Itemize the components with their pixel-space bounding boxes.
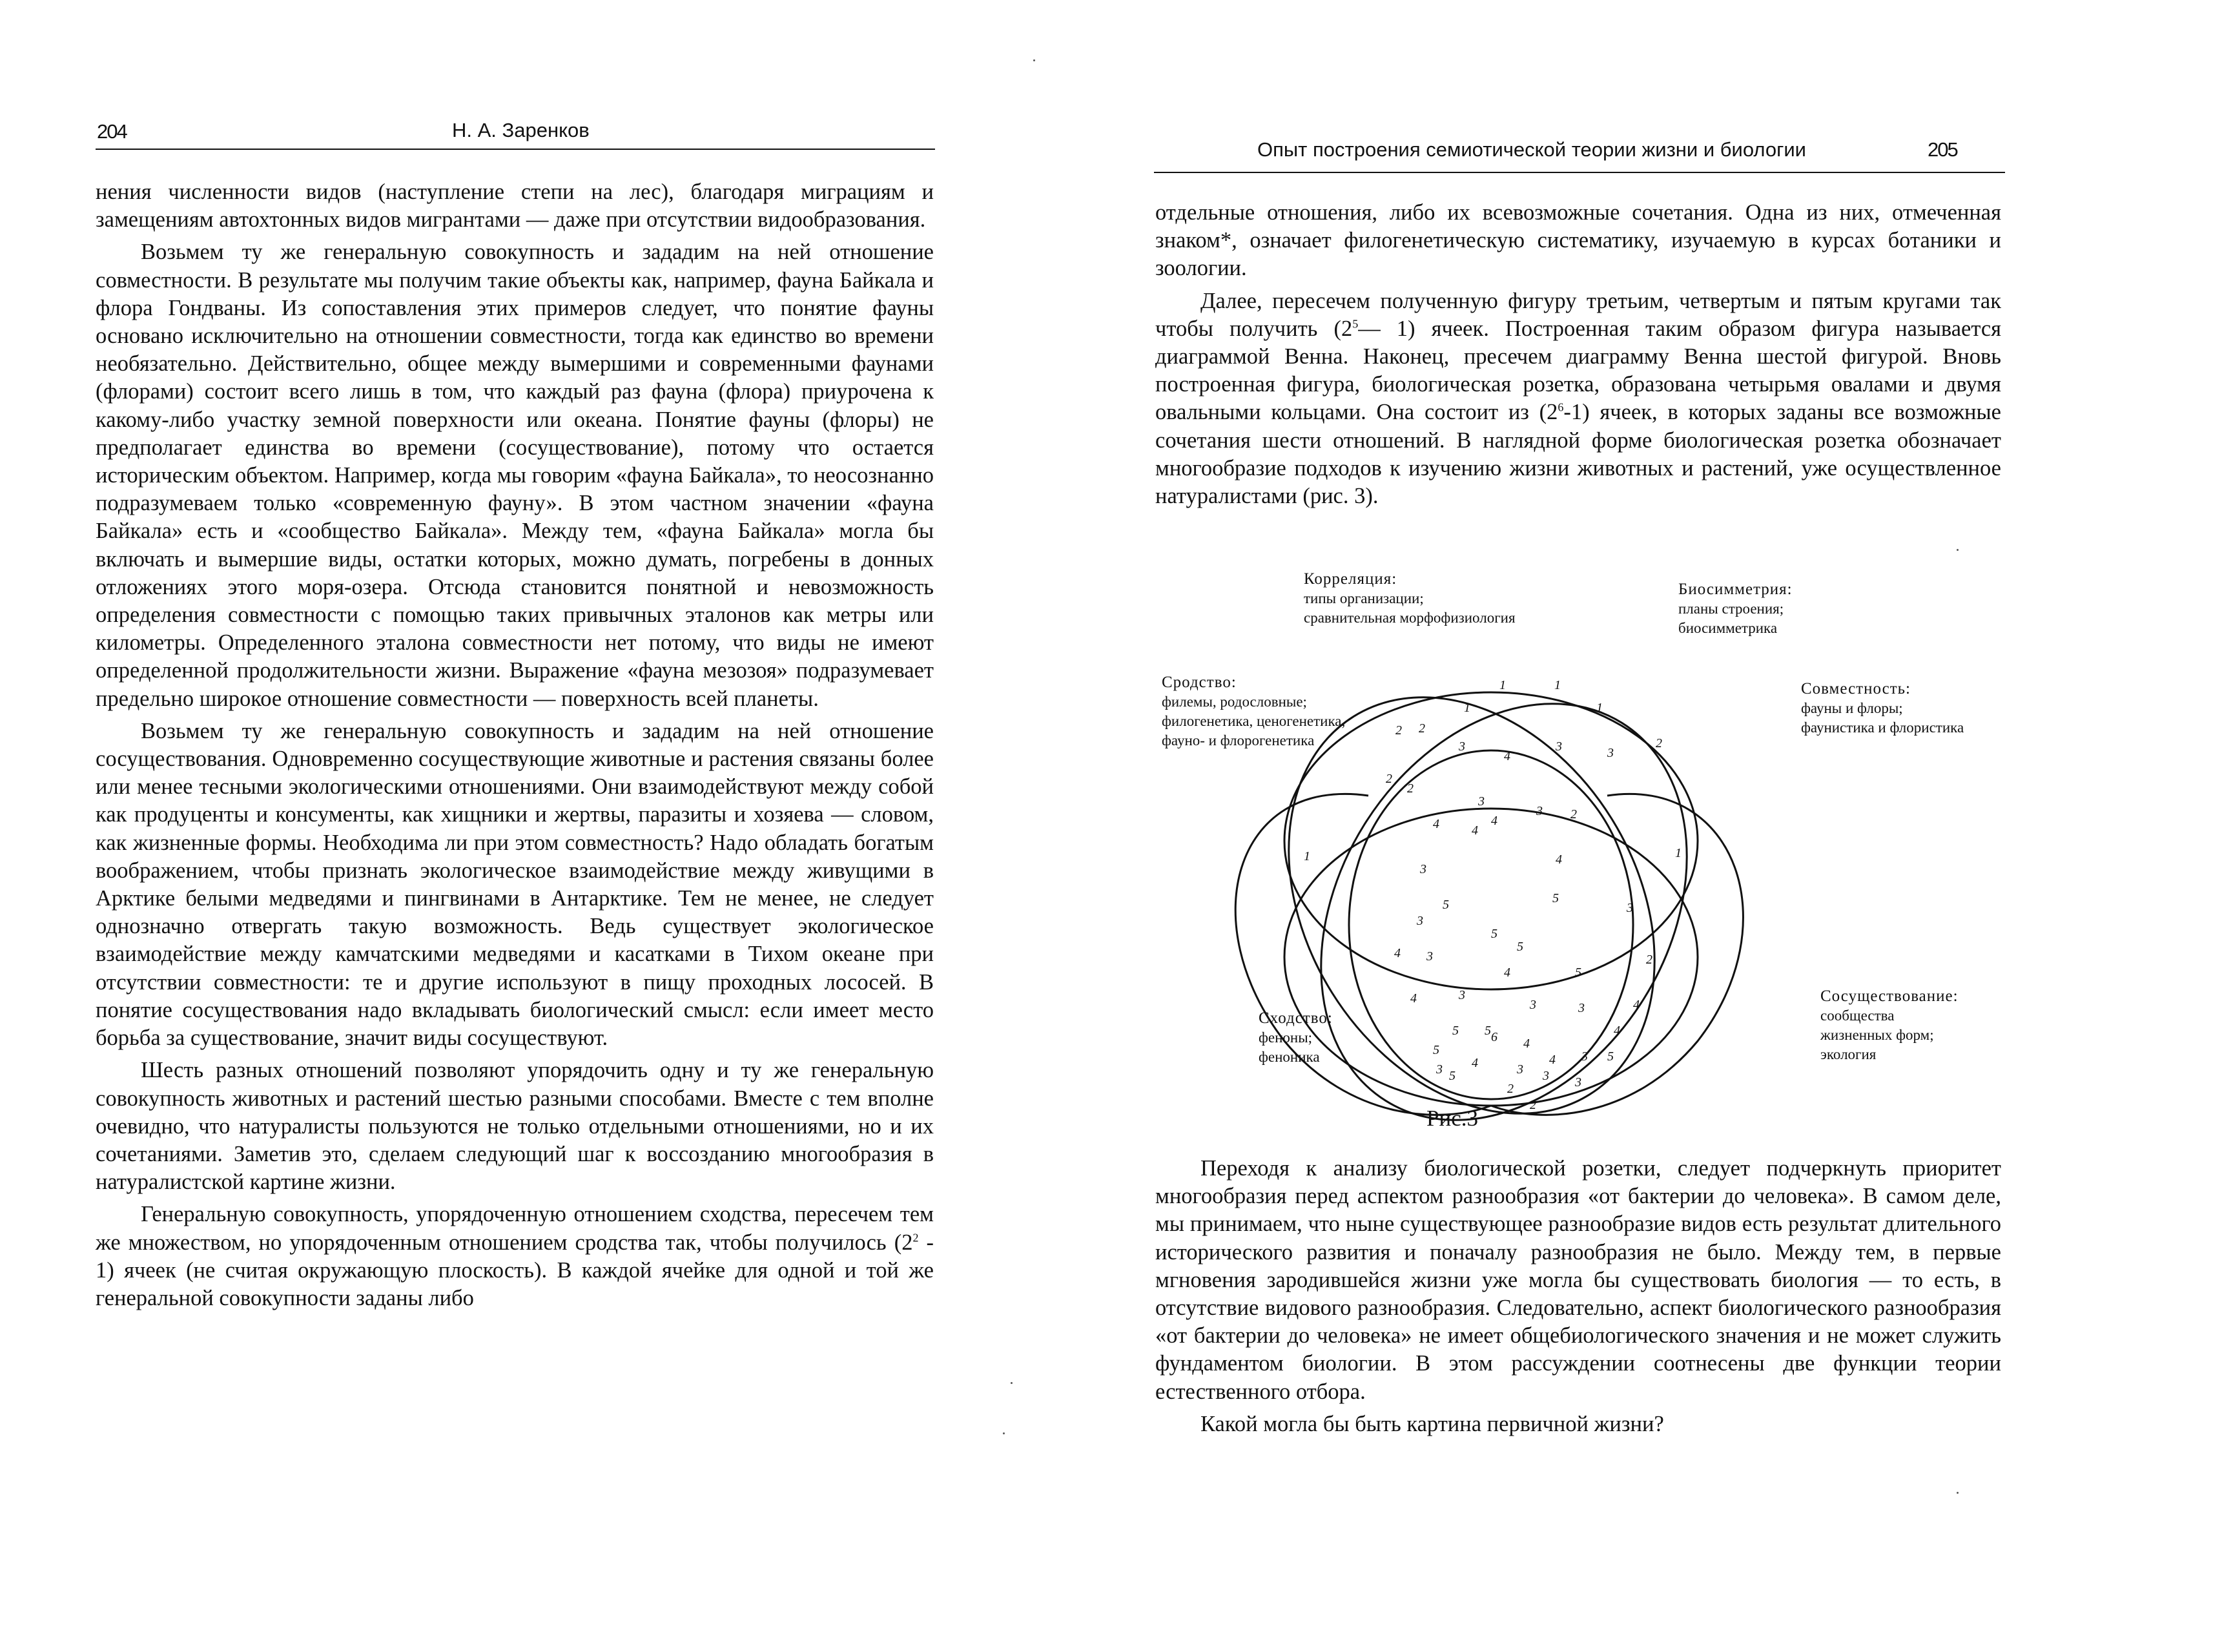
left-paragraph-2: Возьмем ту же генеральную совокупность и зададим на ней отношение совместности. В результате мы получим такие объекты как, например, фауна Байкала и флора Гондваны. Из сопоставления этих примеров следует, что понятие фауны основано исключительно на отношении совместности, тогда как единство во времени необязательно. Действительно, общее между вымершими и современными фаунами (флорами) состоит всего лишь в том, что каждый раз фауна (флора) приурочена к какому-либо участку земной поверхности или океана. Понятие фауны (флоры) не предполагает единства во времени (сосуществование), потому что остается историческим объектом. Например, когда мы говорим «фауна Байкала», то неосознанно подразумеваем только «современную фауну». В этом частном значении «фауна Байкала» есть и «сообщество Байкала». Между тем, «фауна Байкала» могла бы включать и вымершие виды, остатки которых, можно думать, погребены в донных отложениях этого моря-озера. Отсюда становится понятной и невозможность определения совместности с помощью таких привычных эталонов как метры или километры. Определенного эталона совместности нет потому, что виды не имеют определенной продолжительности жизни. Выражение «фауна мезозоя» подразумевает предельно широкое отношение совместности — поверхность всей планеты. [96,240,934,711]
rosette-cell-number: 4 [1633,998,1640,1012]
label-kinship [1162,673,1345,750]
left-paragraph-5 [96,1201,934,1312]
label-biosymmetry [1678,580,1793,638]
rosette-cell-number: 1 [1464,701,1470,715]
rosette-cell-number: 3 [1607,746,1614,760]
label-cooccurrence-line2: фаунистика и флористика [1801,719,1964,736]
rosette-cell-number: 5 [1575,965,1581,980]
rosette-cell-number: 5 [1449,1069,1456,1083]
rosette-cell-number: 3 [1426,949,1433,964]
label-biosymmetry-line2: биосимметрика [1678,620,1778,636]
oval-inner [1349,750,1633,1099]
biological-rosette-figure [1155,563,2014,1144]
label-kinship-line3: фауно- и флорогенетика [1162,732,1315,749]
right-p2-after: -1) ячеек, в которых заданы все возможные сочетания шести отношений. В наглядной форме биологическая розетка обозначает многообразие подходов к изучению жизни животных и растений, уже осуществленное натуралистами (рис. 3). [1155,400,2001,509]
right-p2-sup1: 5 [1352,317,1359,331]
rosette-cell-number: 4 [1523,1037,1530,1051]
rosette-cell-number: 1 [1304,849,1310,863]
rosette-cell-number: 3 [1578,1001,1585,1015]
label-coexistence-line3: экология [1820,1046,1877,1062]
rosette-cell-number: 1 [1596,701,1603,715]
scan-speck [1033,59,1035,61]
rosette-cell-number: 2 [1386,772,1392,786]
rosette-cell-number: 4 [1394,946,1401,960]
rosette-cell-number: 2 [1419,721,1425,736]
rosette-cell-number: 5 [1452,1024,1459,1038]
rosette-cell-number: 1 [1554,678,1561,692]
right-p2-before: Далее, пересечем полученную фигуру третьим, четвертым и пятым кругами так чтобы получить (2 [1155,288,2001,341]
rosette-cell-number: 2 [1646,953,1652,967]
rosette-cell-number: 3 [1420,862,1426,876]
rosette-cell-number: 5 [1443,898,1449,912]
rosette-cell-number: 2 [1507,1082,1514,1096]
rosette-cell-number: 2 [1570,807,1577,821]
label-kinship-line2: филогенетика, ценогенетика, [1162,713,1346,729]
label-cooccurrence-line1: фауны и флоры; [1801,700,1903,716]
left-paragraph-1: нения численности видов (наступление степи на лес), благодаря миграциям и замещениям автохтонных видов мигрантами — даже при отсутствии видообразования. [96,180,934,232]
rosette-cell-number: 3 [1459,988,1465,1002]
label-biosymmetry-line1: планы строения; [1678,601,1784,617]
rosette-cell-number: 5 [1552,891,1559,905]
label-correlation-line2: сравнительная морфофизиология [1304,610,1516,626]
label-coexistence-title: Сосуществование: [1820,987,1959,1005]
oval-correlation [1284,692,1698,989]
left-paragraph-3: Возьмем ту же генеральную совокупность и зададим на ней отношение сосуществования. Одновременно сосуществующие животные и растения связаны более или менее тесными экологическими отношениями. Они взаимодействуют между собой как продуценты и консументы, как хищники и жертвы, паразиты и хозяева — словом, как жизненные формы. Необходима ли при этом совместность? Надо обладать богатым воображением, чтобы признать экологическое взаимодействие между живущими в Арктике белыми медведями и пингвинами в Антарктике. Тем не менее, не следует однозначно отвергать такую возможность. Ведь существует экологическое взаимодействие между камчатскими медведями и касатками в Тихом океане при отсутствии совместности: те и другие используют в пищу проходных лососей. В понятие сосуществования надо вкладывать биологический смысл: если имеет место борьба за существование, значит виды сосуществуют. [96,718,934,1051]
rosette-cell-number: 1 [1499,678,1506,692]
scan-speck [1957,549,1959,551]
label-correlation-line1: типы организации; [1304,590,1424,606]
rosette-cell-number: 3 [1417,914,1423,928]
right-p2-sup2: 6 [1558,400,1564,414]
rosette-cell-number: 4 [1549,1053,1556,1067]
rosette-cell-number: 3 [1627,901,1633,915]
left-body-text [96,178,934,1317]
rosette-cell-number: 3 [1530,998,1536,1012]
label-similarity-line2: феноника [1259,1049,1320,1065]
rosette-cell-number: 4 [1433,817,1439,831]
rosette-cell-number: 4 [1472,823,1478,838]
rosette-cell-number: 3 [1436,1062,1443,1077]
rosette-cell-number: 2 [1395,723,1402,738]
right-paragraph-1: отдельные отношения, либо их всевозможные сочетания. Одна из них, отмеченная знаком*, означает филогенетическую систематику, изучаемую в курсах ботаники и зоологии. [1155,200,2001,281]
label-cooccurrence [1801,679,1964,738]
rosette-cell-number: 3 [1478,794,1485,809]
rosette-cell-number: 6 [1491,1030,1497,1044]
scan-speck [1957,1492,1959,1494]
rosette-cell-number: 4 [1491,814,1497,828]
rosette-cell-number: 5 [1433,1043,1439,1057]
rosette-cell-number: 4 [1472,1056,1478,1070]
rosette-cell-number: 4 [1410,991,1417,1006]
right-p2-middle: — 1) ячеек. Построенная таким образом фигура называется диаграммой Венна. Наконец, пресечем диаграмму Венна шестой фигурой. Вновь построенная фигура, биологическая розетка, образована четырьмя овалами и двумя овальными кольцами. Она состоит из (2 [1155,316,2002,425]
rosette-cell-number: 3 [1556,739,1562,754]
left-p5-after: - 1) ячеек (не считая окружающую плоскость). В каждой ячейке для одной и той же генеральной совокупности заданы либо [96,1230,934,1310]
label-similarity [1259,1009,1333,1067]
label-biosymmetry-title: Биосимметрия: [1678,581,1793,598]
label-similarity-line1: феноны; [1259,1029,1313,1046]
right-body-text-bottom [1155,1155,2001,1443]
right-paragraph-2 [1155,287,2001,511]
right-body-text-top [1155,199,2001,515]
figure-caption: Рис.3 [1426,1106,1478,1131]
rosette-cell-number: 3 [1517,1062,1523,1077]
rosette-cell-number: 5 [1607,1049,1614,1064]
rosette-cell-number: 4 [1556,852,1562,867]
rosette-cell-number: 4 [1614,1024,1620,1038]
left-p5-sup: 2 [912,1231,919,1244]
scan-speck [1003,1432,1005,1434]
rosette-cell-number: 1 [1675,846,1682,860]
left-page [0,0,1116,1652]
right-paragraph-4: Какой могла бы быть картина первичной жизни? [1200,1411,1664,1436]
rosette-cell-number: 3 [1543,1069,1549,1083]
rosette-cell-number: 4 [1504,965,1510,980]
scan-speck [1011,1382,1013,1384]
label-correlation-title: Корреляция: [1304,570,1397,588]
right-page [1116,0,2233,1652]
rosette-cell-number: 3 [1536,804,1543,818]
rosette-cell-number: 3 [1575,1075,1581,1089]
label-coexistence-line1: сообщества [1820,1007,1895,1024]
rosette-cell-number: 4 [1504,749,1510,763]
rosette-cell-number: 2 [1530,1098,1536,1112]
label-correlation [1304,570,1516,628]
left-page-number: 204 [97,120,127,143]
label-kinship-line1: филемы, родословные; [1162,694,1307,710]
rosette-cell-number: 5 [1485,1024,1491,1038]
right-running-head: Опыт построения семиотической теории жизни и биологии [1257,138,1807,161]
left-running-head: Н. А. Заренков [452,119,590,141]
rosette-cell-number: 2 [1407,781,1414,796]
label-kinship-title: Сродство: [1162,674,1237,691]
rosette-cell-number: 3 [1581,1049,1588,1064]
rosette-cell-number: 5 [1517,940,1523,954]
left-header-rule [96,149,935,150]
left-paragraph-4: Шесть разных отношений позволяют упорядочить одну и ту же генеральную совокупность животных и растений шестью разными способами. Вместе с тем вполне очевидно, что натуралисты пользуются не только отдельными отношениями, но и их сочетаниями. Заметив это, сделаем следующий шаг к воссозданию многообразия в натуралистской картине жизни. [96,1058,934,1195]
right-page-number: 205 [1928,138,1957,161]
rosette-cell-number: 5 [1491,927,1497,941]
right-header-rule [1154,172,2005,173]
rosette-cell-number: 2 [1656,736,1662,750]
label-coexistence-line2: жизненных форм; [1820,1027,1934,1043]
label-coexistence [1820,987,1959,1064]
label-similarity-title: Сходство: [1259,1009,1333,1027]
left-p5-before: Генеральную совокупность, упорядоченную отношением сходства, пересечем тем же множеством, но упорядоченным отношением сродства так, чтобы получилось (2 [96,1202,934,1255]
rosette-cell-number: 3 [1459,739,1465,754]
right-paragraph-3: Переходя к анализу биологической розетки, следует подчеркнуть приоритет многообразия перед аспектом разнообразия «от бактерии до человека». В самом деле, мы принимаем, что ныне существующее разнообразие видов есть результат длительного исторического развития и поначалу разнообразия не было. Между тем, в первые мгновения зародившейся жизни уже могла бы существовать биология — то есть, в отсутствие видового разнообразия. Следовательно, аспект биологического разнообразия «от бактерии до человека» не имеет общебиологического значения и не может служить фундаментом биологии. В этом рассуждении соотнесены две функции теории естественного отбора. [1155,1156,2001,1404]
label-cooccurrence-title: Совместность: [1801,680,1911,697]
